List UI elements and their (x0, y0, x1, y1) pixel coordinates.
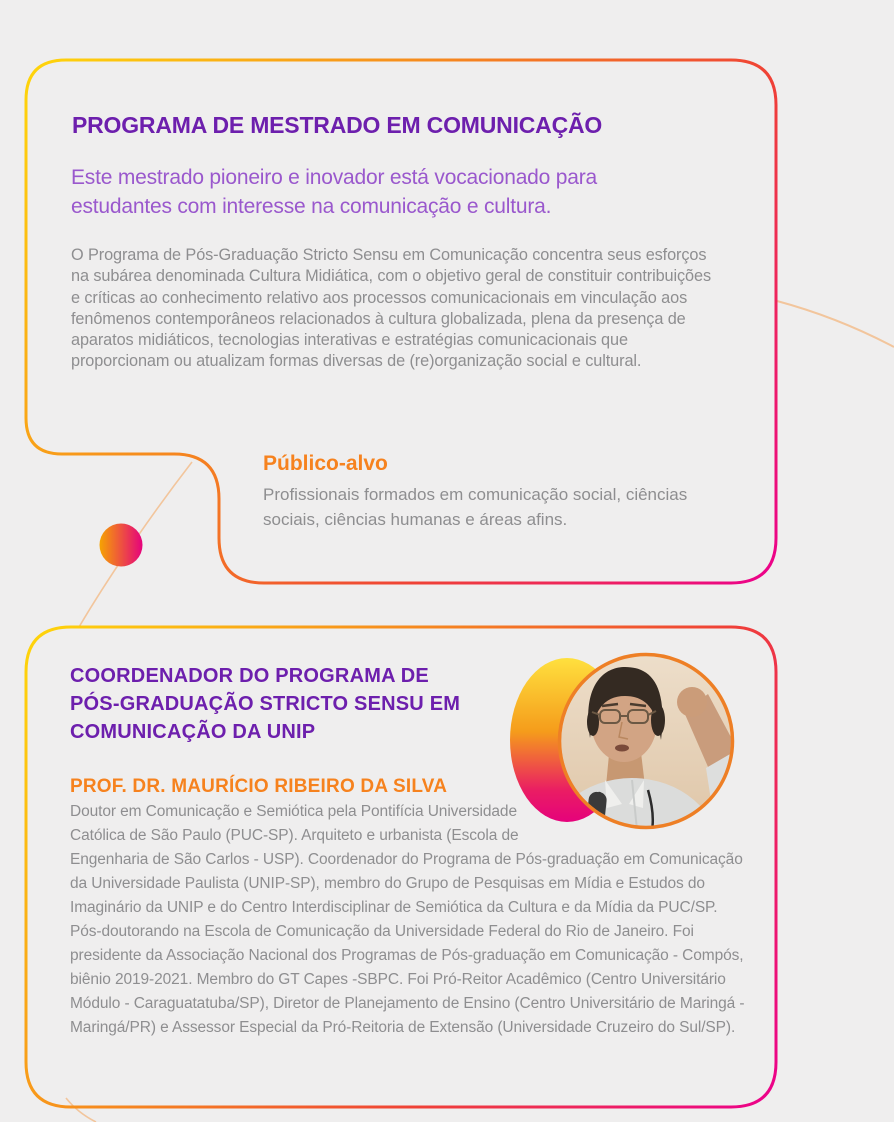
coordinator-bio (70, 800, 750, 1040)
coordinator-heading: COORDENADOR DO PROGRAMA DE PÓS-GRADUAÇÃO STRICTO SENSU EM COMUNICAÇÃO DA UNIP (70, 665, 461, 743)
gradient-dot (100, 524, 143, 567)
coordinator-name: PROF. DR. MAURÍCIO RIBEIRO DA SILVA (70, 776, 448, 797)
audience-text: Profissionais formados em comunicação social, ciências sociais, ciências humanas e áreas afins. (263, 485, 688, 529)
program-description: O Programa de Pós-Graduação Stricto Sensu em Comunicação concentra seus esforços na subárea denominada Cultura Midiática, com o objetivo geral de constituir contribuições e críticas ao conhecimento relativo aos processos comunicacionais em vinculação aos fenômenos contemporâneos relacionados à cultura globalizada, plena da presença de aparatos midiáticos, tecnologias interativas e estratégias comunicacionais que proporcionam ou atualizam formas diversas de (re)organização social e cultural. (71, 246, 711, 371)
decorative-arc-right (777, 301, 894, 347)
program-title: PROGRAMA DE MESTRADO EM COMUNICAÇÃO (72, 112, 603, 138)
audience-heading: Público-alvo (263, 452, 388, 475)
program-subtitle: Este mestrado pioneiro e inovador está vocacionado para estudantes com interesse na comunicação e cultura. (71, 166, 597, 218)
photo-wrap-spacer (538, 800, 750, 846)
decorative-line-bottom (66, 1098, 96, 1122)
coordinator-bio-text: Doutor em Comunicação e Semiótica pela Pontifícia Universidade Católica de São Paulo (PUC-SP). Arquiteto e urbanista (Escola de Engenharia de São Carlos - USP). Coordenador do Programa de Pós-graduação em Comunicação da Universidade Paulista (UNIP-SP), membro do Grupo de Pesquisas em Mídia e Estudos do Imaginário da UNIP e do Centro Interdisciplinar de Semiótica da Cultura e da Mídia da PUC/SP. Pós-doutorando na Escola de Comunicação da Universidade Federal do Rio de Janeiro. Foi presidente da Associação Nacional dos Programas de Pós-graduação em Comunicação - Compós, biênio 2019-2021. Membro do GT Capes -SBPC. Foi Pró-Reitor Acadêmico (Centro Universitário Módulo - Caraguatatuba/SP), Diretor de Planejamento de Ensino (Centro Universitário de Maringá - Maringá/PR) e Assessor Especial da Pró-Reitoria de Extensão (Universidade Cruzeiro do Sul/SP). (70, 803, 745, 1036)
